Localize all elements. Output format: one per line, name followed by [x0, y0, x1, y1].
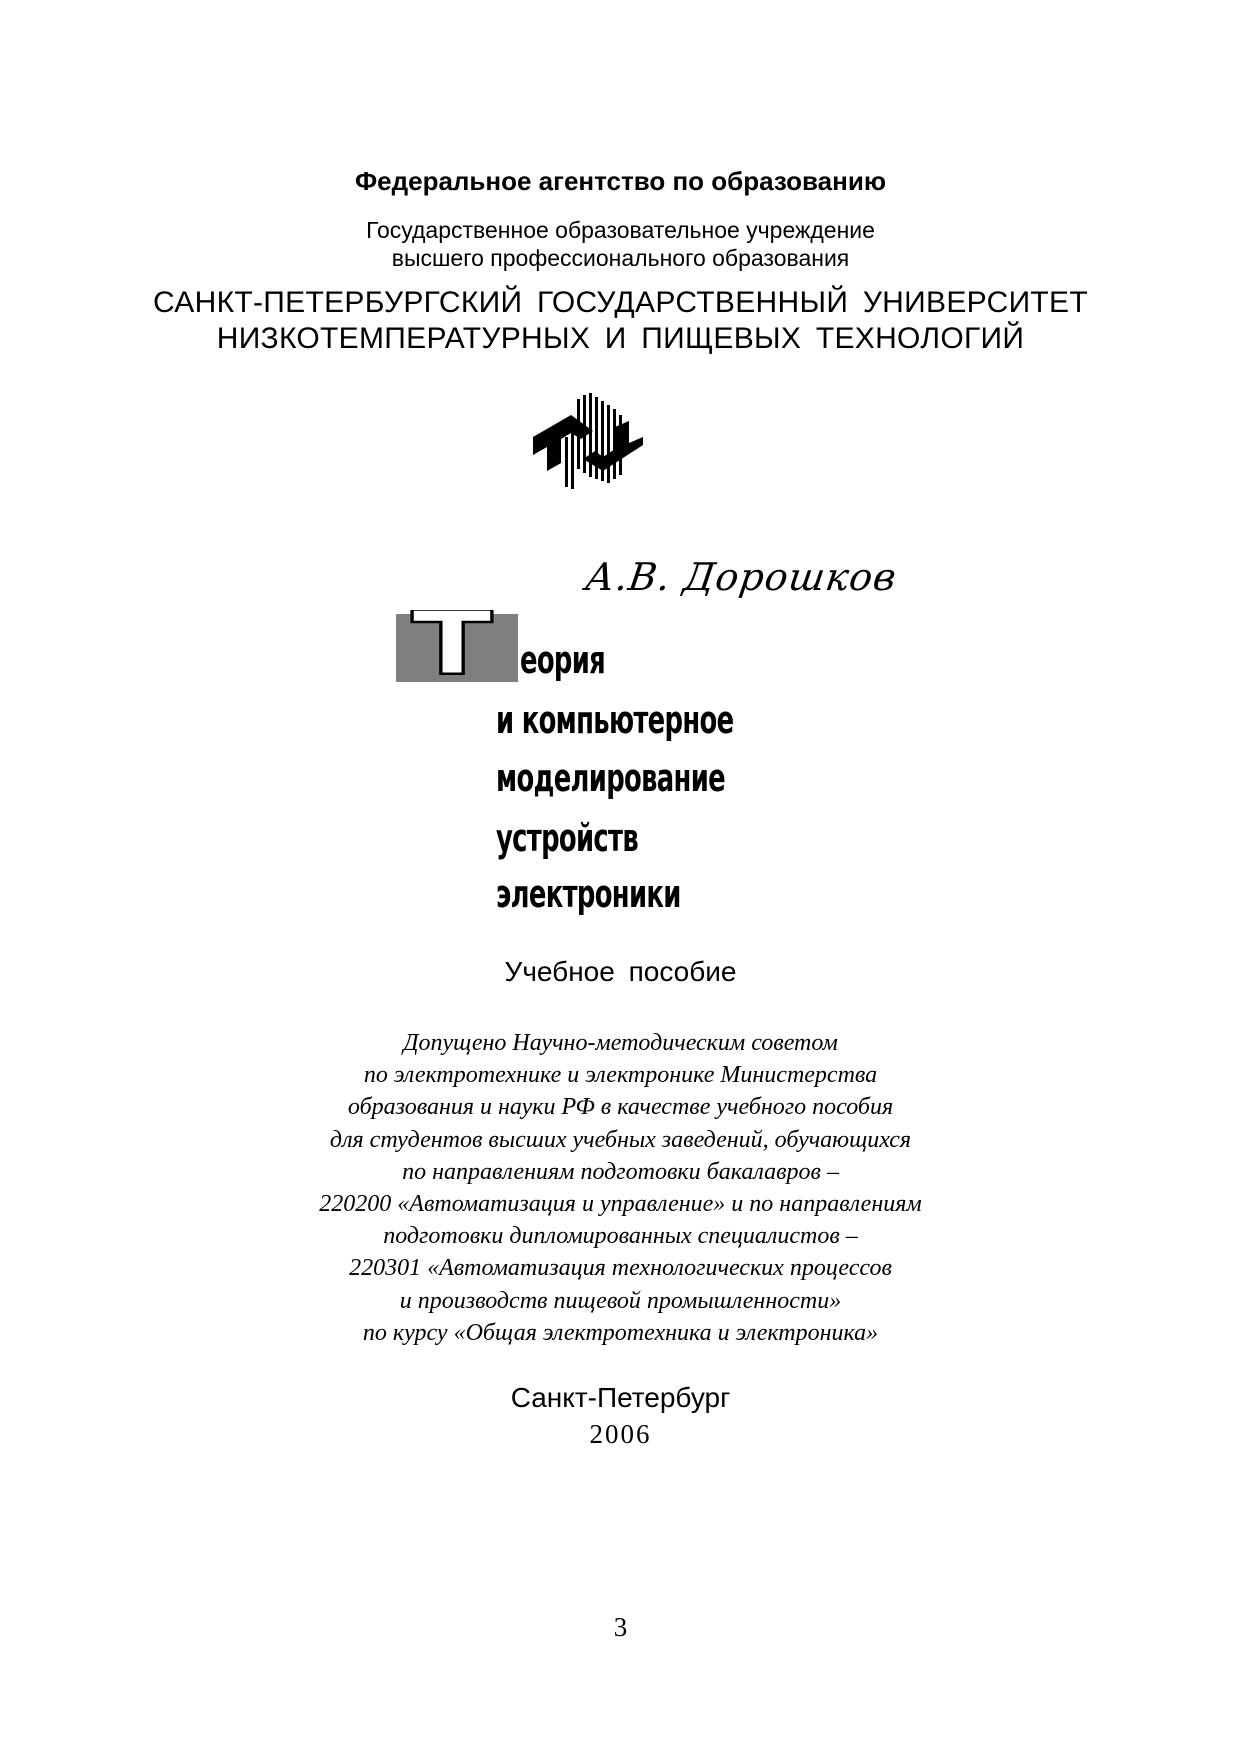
institution-line-1: Государственное образовательное учреждение	[366, 217, 875, 243]
approval-line: для студентов высших учебных заведений, обучающихся	[329, 1126, 912, 1153]
title-line-3: моделирование	[496, 756, 725, 800]
title-line-1: еория	[520, 638, 606, 682]
publication-city: Санкт-Петербург	[510, 1382, 731, 1413]
title-line-5: электроники	[496, 872, 681, 916]
university-emblem-icon	[533, 393, 643, 495]
approval-statement	[0, 1027, 1241, 1349]
approval-line: Допущено Научно-методическим советом	[403, 1030, 838, 1056]
subtitle: Учебное пособие	[504, 956, 737, 987]
title-initial-letter	[392, 610, 519, 682]
approval-line: подготовки дипломированных специалистов –	[383, 1223, 858, 1250]
approval-line: по электротехнике и электронике Министерства	[363, 1062, 878, 1089]
approval-line: образования и науки РФ в качестве учебного пособия	[347, 1094, 894, 1121]
university-name-line-1: САНКТ-ПЕТЕРБУРГСКИЙ ГОСУДАРСТВЕННЫЙ УНИВЕРСИТЕТ	[153, 286, 1088, 319]
publication-year: 2006	[589, 1419, 652, 1449]
approval-line: и производств пищевой промышленности»	[399, 1287, 842, 1314]
svg-text:Т: Т	[411, 610, 493, 682]
page-number: 3	[613, 1612, 628, 1642]
approval-line: 220200 «Автоматизация и управление» и по направлениям	[319, 1191, 922, 1218]
agency-name: Федеральное агентство по образованию	[354, 166, 887, 196]
approval-line: 220301 «Автоматизация технологических процессов	[349, 1255, 892, 1282]
approval-line: по направлениям подготовки бакалавров –	[402, 1158, 839, 1185]
approval-line: по курсу «Общая электротехника и электроника»	[362, 1319, 879, 1346]
university-name-line-2: НИЗКОТЕМПЕРАТУРНЫХ И ПИЩЕВЫХ ТЕХНОЛОГИЙ	[216, 322, 1025, 355]
institution-line-2: высшего профессионального образования	[391, 245, 850, 271]
author-signature: А.В. Дорошков	[582, 555, 900, 599]
title-line-4: устройств	[496, 816, 639, 860]
title-line-2: и компьютерное	[496, 698, 734, 742]
